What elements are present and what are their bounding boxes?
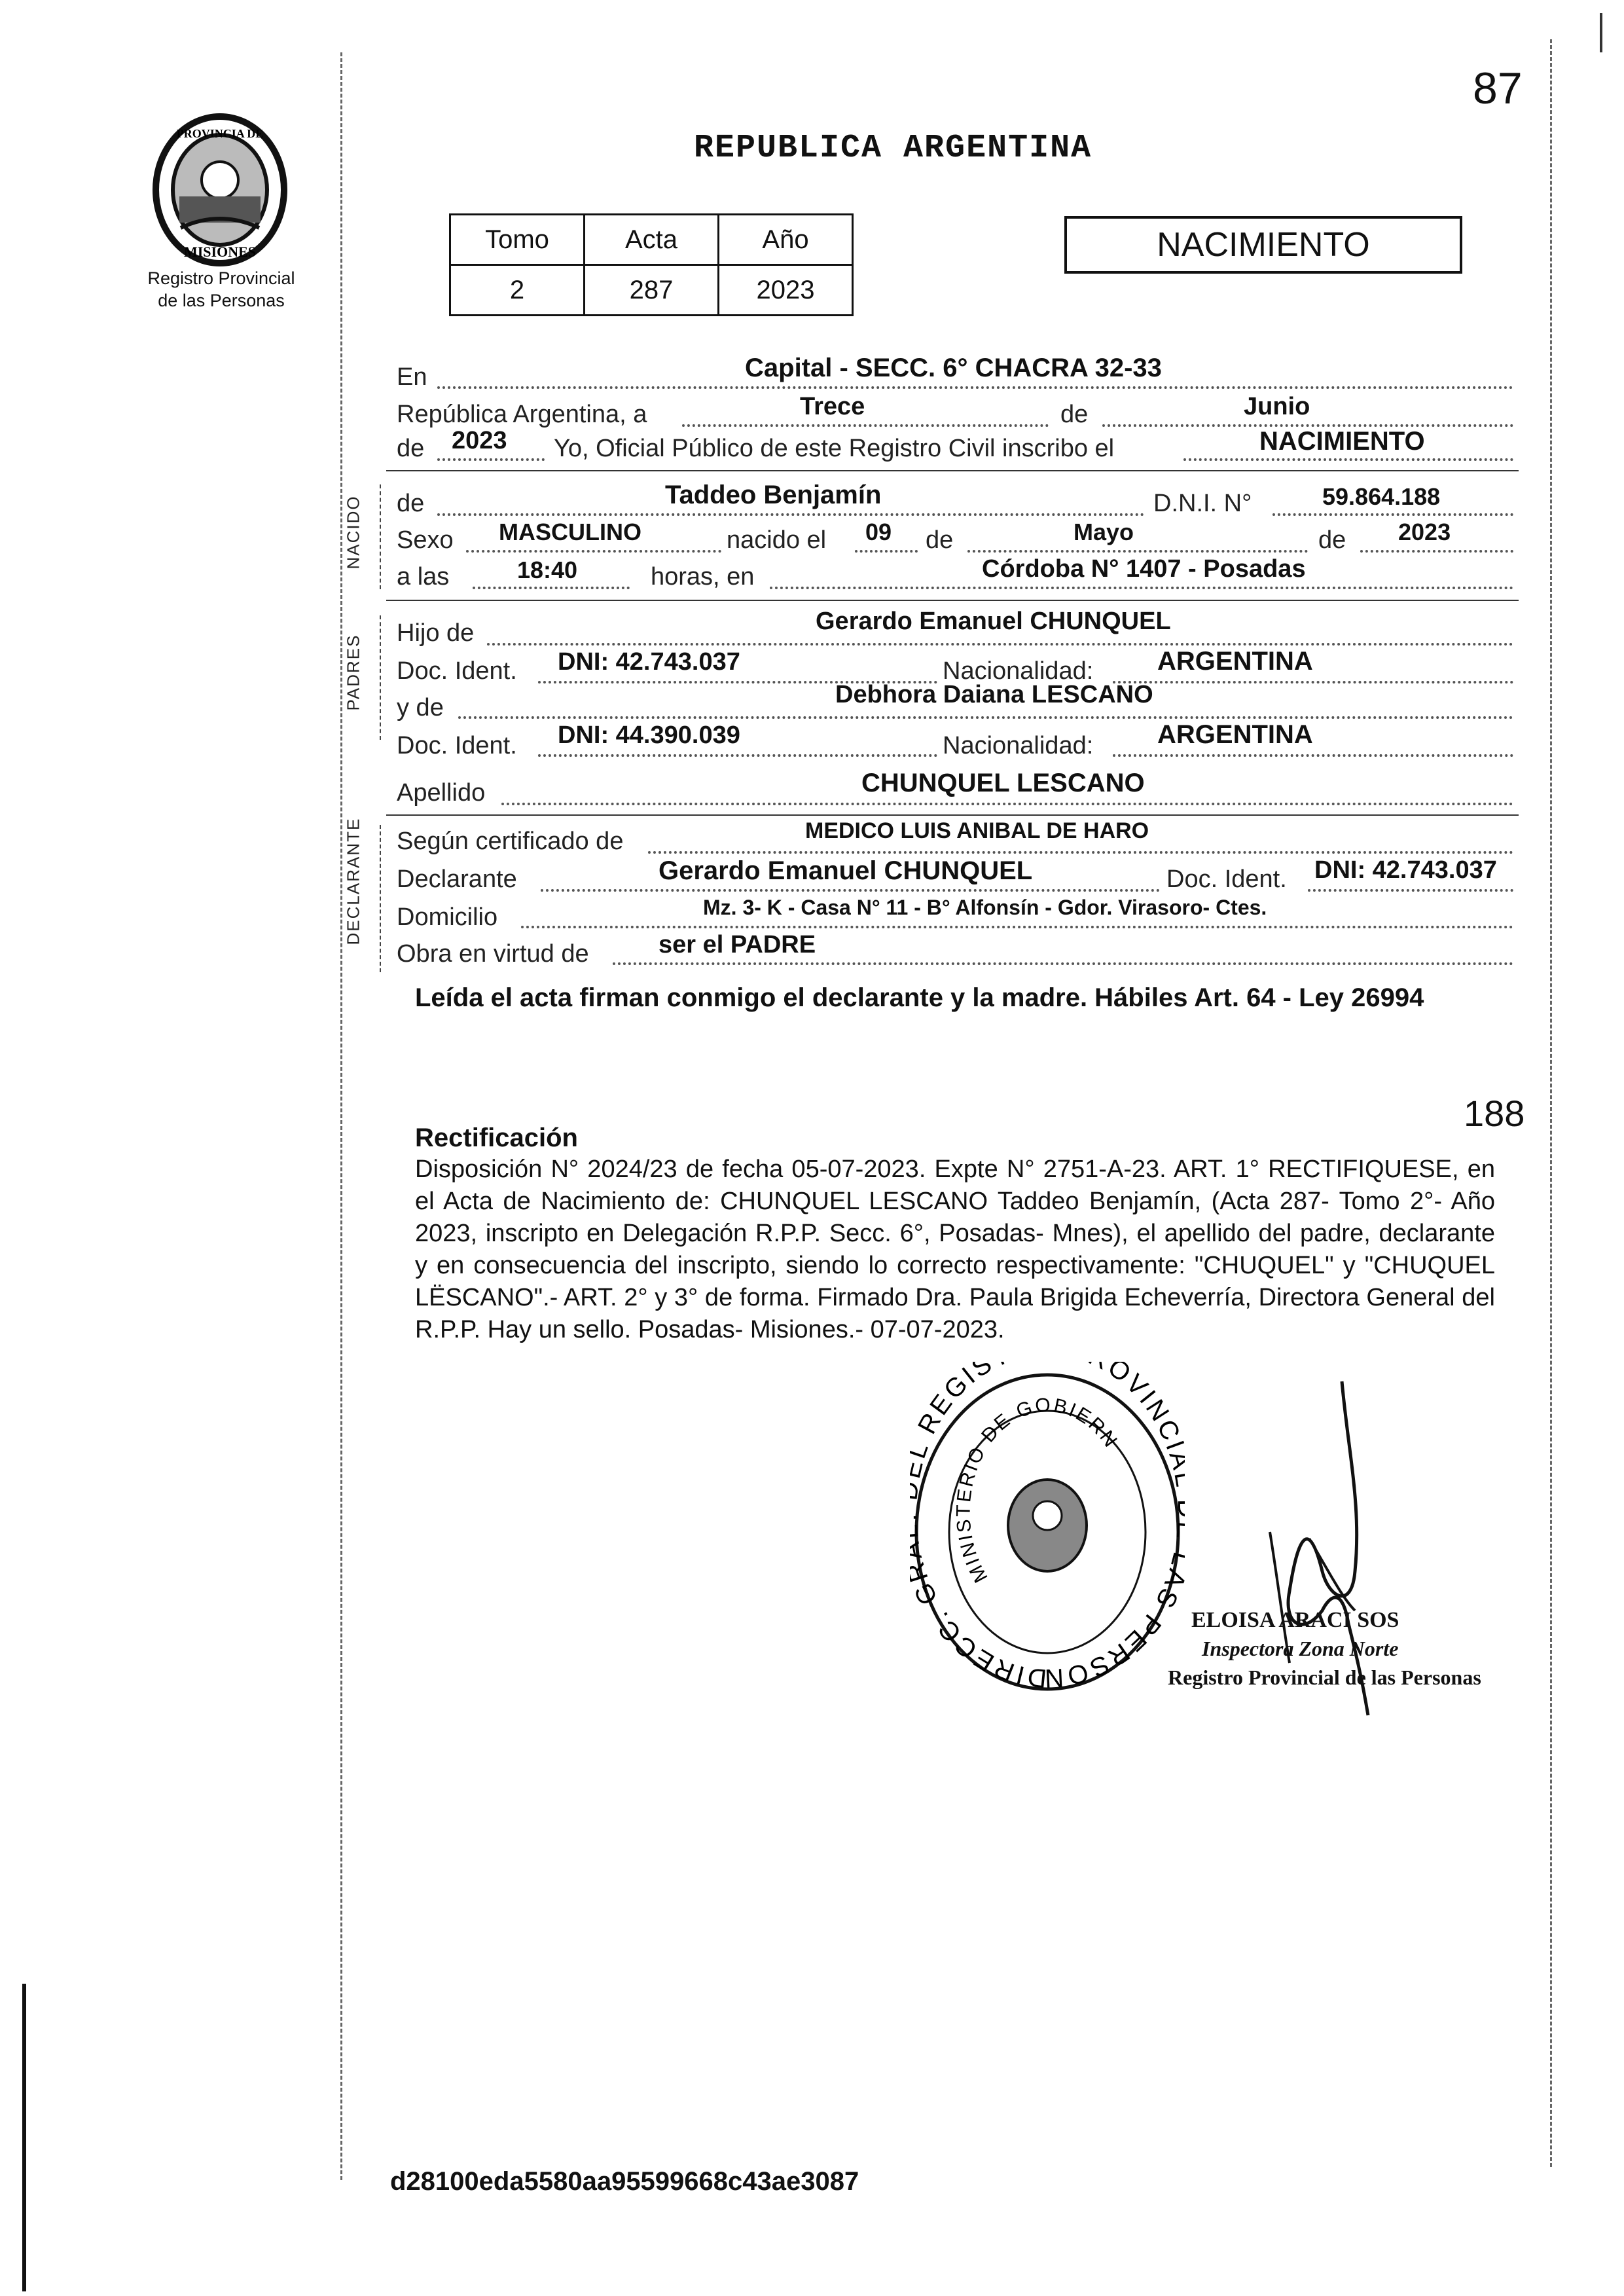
anio-value: 2023 xyxy=(452,427,507,454)
obra-value: ser el PADRE xyxy=(659,931,816,958)
sexo-label: Sexo xyxy=(397,526,454,554)
de4-label: de xyxy=(1318,526,1346,554)
dia-value: Trece xyxy=(800,393,865,420)
anio-value: 2023 xyxy=(719,265,853,316)
madre-value: Debhora Daiana LESCANO xyxy=(835,681,1153,708)
logo-caption-2: de las Personas xyxy=(158,291,285,310)
side-label-nacido: NACIDO xyxy=(343,495,363,570)
page-number: 87 xyxy=(1473,64,1523,113)
nac-mes-dots xyxy=(967,550,1308,553)
stamp-inner-text: MINISTERIO DE GOBIERN xyxy=(952,1394,1123,1586)
en-dots xyxy=(437,386,1513,389)
seal-bottom-text: MISIONES xyxy=(183,244,257,260)
dni-dots xyxy=(1272,513,1513,516)
de3-label: de xyxy=(926,526,954,554)
nombre-dots xyxy=(437,513,1144,516)
doc3-dots xyxy=(1308,889,1513,892)
nac2-value: ARGENTINA xyxy=(1157,720,1313,749)
signer-org: Registro Provincial de las Personas xyxy=(1168,1666,1481,1689)
mes-value: Junio xyxy=(1244,393,1310,420)
stamp-ring-text: DIRECC. G REGIS OVINC S PERSON xyxy=(910,1362,1185,1693)
apellido-dots xyxy=(501,803,1513,805)
padre-value: Gerardo Emanuel CHUNQUEL xyxy=(816,608,1171,635)
logo-caption-1: Registro Provincial xyxy=(147,268,295,288)
margin-line-left xyxy=(340,52,342,2180)
alas-label: a las xyxy=(397,563,450,591)
doc3-value: DNI: 42.743.037 xyxy=(1314,856,1497,884)
acta-header: Acta xyxy=(585,215,719,265)
annotation-number: 188 xyxy=(1464,1093,1525,1134)
en-value: Capital - SECC. 6° CHACRA 32-33 xyxy=(745,354,1162,382)
obra-dots xyxy=(613,962,1513,965)
section-bar-padres xyxy=(380,615,382,740)
en-label: En xyxy=(397,363,427,391)
seal-icon xyxy=(148,111,292,268)
doc2-dots xyxy=(538,754,937,757)
padre-dots xyxy=(487,643,1513,646)
hora-dots xyxy=(473,587,630,589)
doc1-value: DNI: 42.743.037 xyxy=(558,648,740,676)
nac2-dots xyxy=(1113,754,1513,757)
declarante-label: Declarante xyxy=(397,866,517,893)
closing-statement: Leída el acta firman conmigo el declarante y la madre. Hábiles Art. 64 - Ley 26994 xyxy=(415,983,1424,1012)
apellido-value: CHUNQUEL LESCANO xyxy=(861,769,1145,797)
acta-value: 287 xyxy=(585,265,719,316)
apellido-label: Apellido xyxy=(397,779,486,807)
section-divider-1 xyxy=(386,470,1519,471)
official-stamp xyxy=(910,1362,1185,1702)
domicilio-dots xyxy=(521,926,1513,928)
de-label: de xyxy=(1060,401,1089,428)
margin-line-right xyxy=(1550,39,1552,2167)
section-divider-2 xyxy=(386,600,1519,601)
page-title: REPUBLICA ARGENTINA xyxy=(694,130,1092,167)
lugar-dots xyxy=(770,587,1513,589)
madre-dots xyxy=(458,716,1513,719)
nombre-value: Taddeo Benjamín xyxy=(665,481,882,509)
nac-mes-value: Mayo xyxy=(1074,519,1134,545)
side-label-declarante: DECLARANTE xyxy=(343,817,363,945)
tomo-header: Tomo xyxy=(450,215,585,265)
nac2-label: Nacionalidad: xyxy=(943,732,1094,759)
dni-label: D.N.I. N° xyxy=(1153,490,1252,517)
hijo-label: Hijo de xyxy=(397,619,475,647)
anio-dots xyxy=(437,458,545,461)
seal-top-text: PROVINCIA DE xyxy=(176,127,264,140)
doc3-label: Doc. Ident. xyxy=(1166,866,1287,893)
document-type: NACIMIENTO xyxy=(1064,216,1462,274)
margin-bar-left xyxy=(22,1984,26,2291)
inscribo-dots xyxy=(1183,458,1513,461)
signer-title: Inspectora Zona Norte xyxy=(1202,1637,1399,1660)
margin-bar-top-right xyxy=(1600,13,1602,52)
nac-anio-value: 2023 xyxy=(1398,519,1451,545)
sexo-dots xyxy=(466,550,721,553)
logo xyxy=(148,111,292,268)
doc1-label: Doc. Ident. xyxy=(397,657,517,685)
domicilio-label: Domicilio xyxy=(397,903,498,931)
hora-value: 18:40 xyxy=(517,556,578,583)
republica-label: República Argentina, a xyxy=(397,401,647,428)
side-label-padres: PADRES xyxy=(343,634,363,711)
doc2-label: Doc. Ident. xyxy=(397,732,517,759)
nacido-label: nacido el xyxy=(727,526,827,554)
annotation-body: Disposición N° 2024/23 de fecha 05-07-2023. Expte N° 2751-A-23. ART. 1° RECTIFIQUESE, en el Acta de Nacimiento de: CHUNQUEL LESCANO Taddeo Benjamín, (Acta 287- Tomo 2°- Año 2023, inscripto en Delegación R.P.P. Secc. 6°, Posadas- Mnes), el apellido del padre, declarante y en consecuencia del inscripto, siendo lo correcto respectivamente: "CHUQUEL" y "CHUQUEL LËSCANO".- ART. 2° y 3° de forma. Firmado Dra. Paula Brigida Echeverría, Directora General del R.P.P. Hay un sello. Posadas- Misiones.- 07-07-2023. xyxy=(415,1156,1495,1343)
inscribo-value: NACIMIENTO xyxy=(1259,427,1425,456)
domicilio-value: Mz. 3- K - Casa N° 11 - B° Alfonsín - Gdor. Virasoro- Ctes. xyxy=(703,896,1267,919)
signer-name: ELOISA ARACI SOS xyxy=(1191,1608,1399,1632)
sexo-value: MASCULINO xyxy=(499,519,641,545)
stamp-icon xyxy=(910,1362,1185,1702)
declarante-dots xyxy=(541,889,1160,892)
obra-label: Obra en virtud de xyxy=(397,940,589,968)
nac1-dots xyxy=(1113,681,1513,683)
anio-header: Año xyxy=(719,215,853,265)
section-bar-nacido xyxy=(380,484,382,589)
segun-value: MEDICO LUIS ANIBAL DE HARO xyxy=(805,818,1149,843)
section-bar-declarante xyxy=(380,825,382,972)
oficial-label: Yo, Oficial Público de este Registro Civil inscribo el xyxy=(554,435,1115,462)
de2-label: de xyxy=(397,435,425,462)
horas-label: horas, en xyxy=(651,563,755,591)
record-table xyxy=(449,213,854,316)
nombre-label: de xyxy=(397,490,425,517)
document-hash: d28100eda5580aa95599668c43ae3087 xyxy=(390,2167,859,2196)
segun-dots xyxy=(648,851,1513,854)
nac-dia-dots xyxy=(855,550,918,553)
tomo-value: 2 xyxy=(450,265,585,316)
section-divider-3 xyxy=(386,814,1519,816)
lugar-value: Córdoba N° 1407 - Posadas xyxy=(982,555,1306,583)
nac1-value: ARGENTINA xyxy=(1157,647,1313,676)
nac-anio-dots xyxy=(1360,550,1513,553)
declarante-value: Gerardo Emanuel CHUNQUEL xyxy=(659,856,1033,885)
doc2-value: DNI: 44.390.039 xyxy=(558,721,740,749)
nac1-label: Nacionalidad: xyxy=(943,657,1094,685)
yde-label: y de xyxy=(397,694,444,721)
annotation-title: Rectificación xyxy=(415,1123,578,1152)
dni-value: 59.864.188 xyxy=(1322,483,1441,510)
segun-label: Según certificado de xyxy=(397,828,624,855)
nac-dia-value: 09 xyxy=(865,519,892,545)
dia-dots xyxy=(682,424,1049,427)
